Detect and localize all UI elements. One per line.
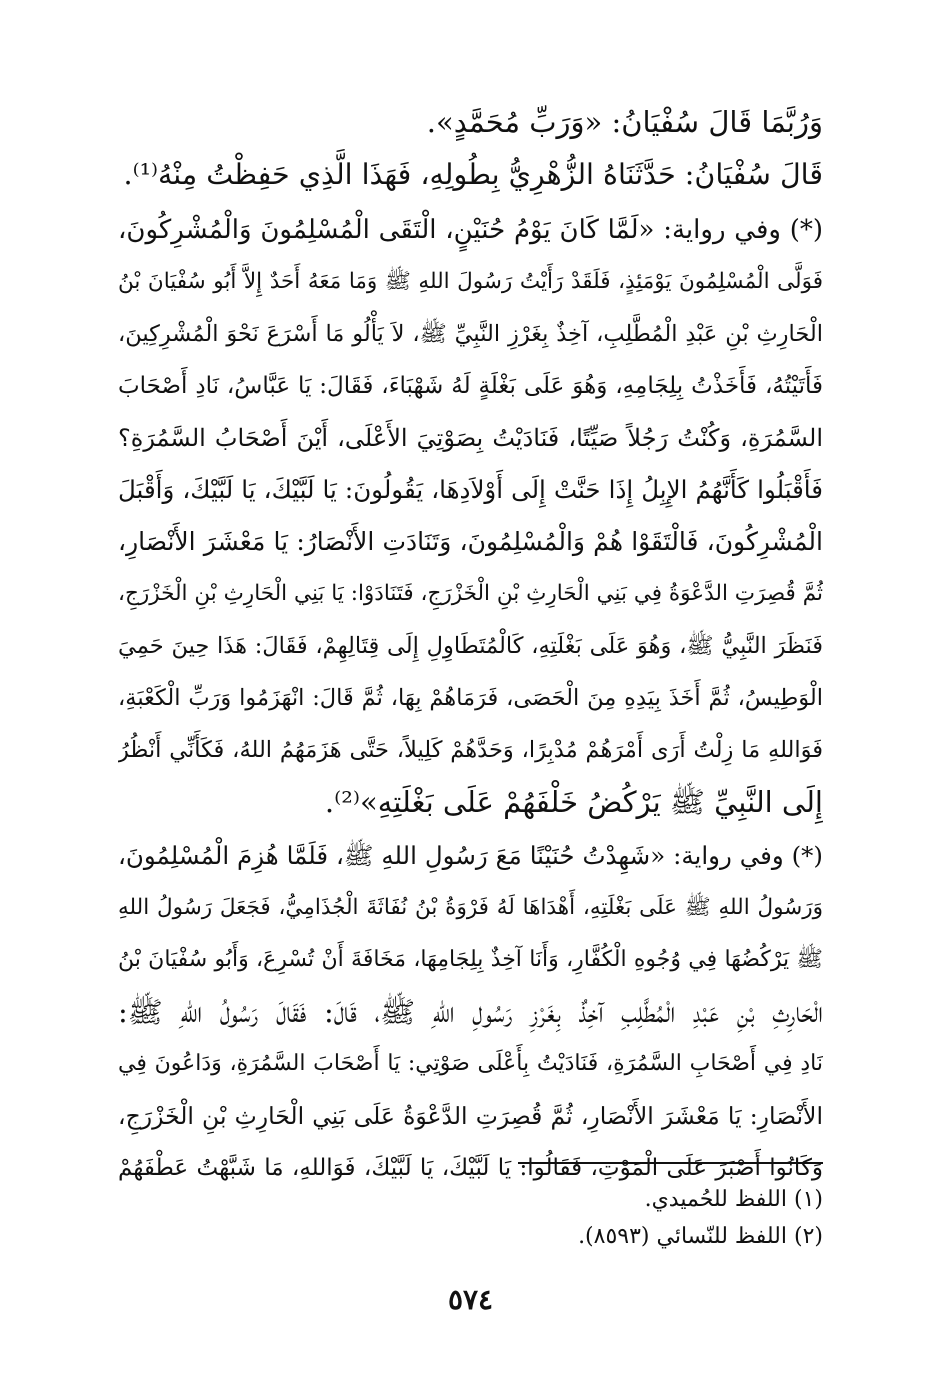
text-line: السَّمُرَةِ، وَكُنْتُ رَجُلاً صَيِّتًا، فَنَادَيْتُ بِصَوْتِيَ الأَعْلَى، أَيْنَ أَصْحَابُ السَّمُرَةِ؟ [118, 424, 823, 452]
text-line: الأَنْصَارِ: يَا مَعْشَرَ الأَنْصَارِ، ثُمَّ قُصِرَتِ الدَّعْوَةُ عَلَى بَنِي الْحَارِثِ بْنِ الْخَزْرَجِ، [118, 1102, 823, 1130]
text-line: وَرُبَّمَا قَالَ سُفْيَانُ: «وَرَبِّ مُحَمَّدٍ». [426, 105, 823, 139]
text-line: نَادِ فِي أَصْحَابِ السَّمُرَةِ، فَنَادَيْتُ بِأَعْلَى صَوْتِي: يَا أَصْحَابَ السَّمُرَةِ، وَدَاعُونَ فِي [118, 1051, 823, 1076]
text-line: الْمُشْرِكُونَ، فَالْتَقَوْا هُمْ وَالْمُسْلِمُونَ، وَتَنَادَتِ الأَنْصَارُ: يَا مَعْشَرَ الأَنْصَارِ، [118, 527, 823, 556]
text-line: إِلَى النَّبِيِّ ﷺ يَرْكُضُ خَلْفَهُمْ عَلَى بَغْلَتِهِ»⁽²⁾. [324, 785, 823, 819]
text-line: الْحَارِثِ بْنِ عَبْدِ الْمُطَّلِبِ، آخِذٌ بِغَرْزِ النَّبِيِّ ﷺ، لاَ يَأْلُو مَا أَسْرَعَ نَحْوَ الْمُشْرِكِينَ، [118, 321, 823, 347]
text-line: ﷺ يَرْكُضُهَا فِي وُجُوهِ الْكُفَّارِ، وَأَنَا آخِذٌ بِلِجَامِهَا، مَخَافَةَ أَنْ تُسْرِعَ، وَأَبُو سُفْيَانَ بْنُ [118, 947, 823, 972]
text-line: فَأَتَيْتُهُ، فَأَخَذْتُ بِلِجَامِهِ، وَهُوَ عَلَى بَغْلَةٍ لَهُ شَهْبَاءَ، فَقَالَ: يَا عَبَّاسُ، نَادِ أَصْحَابَ [118, 373, 823, 399]
footnote-2: (٢) اللفظ للنّسائي (٨٥٩٣). [578, 1224, 823, 1249]
text-line: الْوَطِيسُ، ثُمَّ أَخَذَ بِيَدِهِ مِنَ الْحَصَى، فَرَمَاهُمْ بِهَا، ثُمَّ قَالَ: انْهَزَمُوا وَرَبِّ الْكَعْبَةِ، [118, 685, 823, 711]
text-line: فَأَقْبَلُوا كَأَنَّهُمُ الإِبِلُ إِذَا حَنَّتْ إِلَى أَوْلاَدِهَا، يَقُولُونَ: يَا لَبَّيْكَ، يَا لَبَّيْكَ، وَأَقْبَلَ [118, 475, 823, 504]
text-line: الْحَارِثِ بْنِ عَبْدِ الْمُطَّلِبِ آخِذٌ بِغَرْزِ رَسُولِ اللهِ ﷺ، قَالَ: فَقَالَ رَسُولُ اللهِ ﷺ: [118, 995, 823, 1029]
text-line: فَوَلَّى الْمُسْلِمُونَ يَوْمَئِذٍ، فَلَقَدْ رَأَيْتُ رَسُولَ اللهِ ﷺ وَمَا مَعَهُ أَحَدٌ إِلاَّ أَبُو سُفْيَانَ بْنُ [118, 269, 823, 294]
footnote-1: (١) اللفظ للحُميدي. [644, 1187, 823, 1212]
text-line: (*) وفي رواية: «لَمَّا كَانَ يَوْمُ حُنَيْنٍ، الْتَقَى الْمُسْلِمُونَ وَالْمُشْرِكُونَ، [118, 215, 823, 245]
text-line: وَكَانُوا أَصْبَرَ عَلَى الْمَوْتِ، فَقَالُوا: يَا لَبَّيْكَ، يَا لَبَّيْكَ، فَوَاللهِ، مَا شَبَّهْتُ عَطْفَهُمْ [118, 1155, 823, 1181]
text-line: فَوَاللهِ مَا زِلْتُ أَرَى أَمْرَهُمْ مُدْبِرًا، وَحَدَّهُمْ كَلِيلاً، حَتَّى هَزَمَهُمُ اللهُ، فَكَأَنِّي أَنْظُرُ [118, 737, 823, 763]
text-line: ثُمَّ قُصِرَتِ الدَّعْوَةُ فِي بَنِي الْحَارِثِ بْنِ الْخَزْرَجِ، فَتَنَادَوْا: يَا بَنِي الْحَارِثِ بْنِ الْخَزْرَجِ، [118, 581, 823, 606]
text-line: وَرَسُولُ اللهِ ﷺ عَلَى بَغْلَتِهِ، أَهْدَاهَا لَهُ فَرْوَةُ بْنُ نُفَاثَةَ الْجُذَامِيُّ، فَجَعَلَ رَسُولُ اللهِ [118, 895, 823, 920]
text-line: (*) وفي رواية: «شَهِدْتُ حُنَيْنًا مَعَ رَسُولِ اللهِ ﷺ، فَلَمَّا هُزِمَ الْمُسْلِمُونَ، [118, 841, 823, 870]
text-line: فَنَظَرَ النَّبِيُّ ﷺ، وَهُوَ عَلَى بَغْلَتِهِ، كَالْمُتَطَاوِلِ إِلَى قِتَالِهِمْ، فَقَالَ: هَذَا حِينَ حَمِيَ [118, 633, 823, 659]
text-line: قَالَ سُفْيَانُ: حَدَّثَنَاهُ الزُّهْرِيُّ بِطُولِهِ، فَهَذَا الَّذِي حَفِظْتُ مِنْهُ⁽¹⁾. [123, 158, 823, 191]
page-number: ٥٧٤ [447, 1283, 494, 1316]
footnote-divider [518, 1162, 823, 1164]
